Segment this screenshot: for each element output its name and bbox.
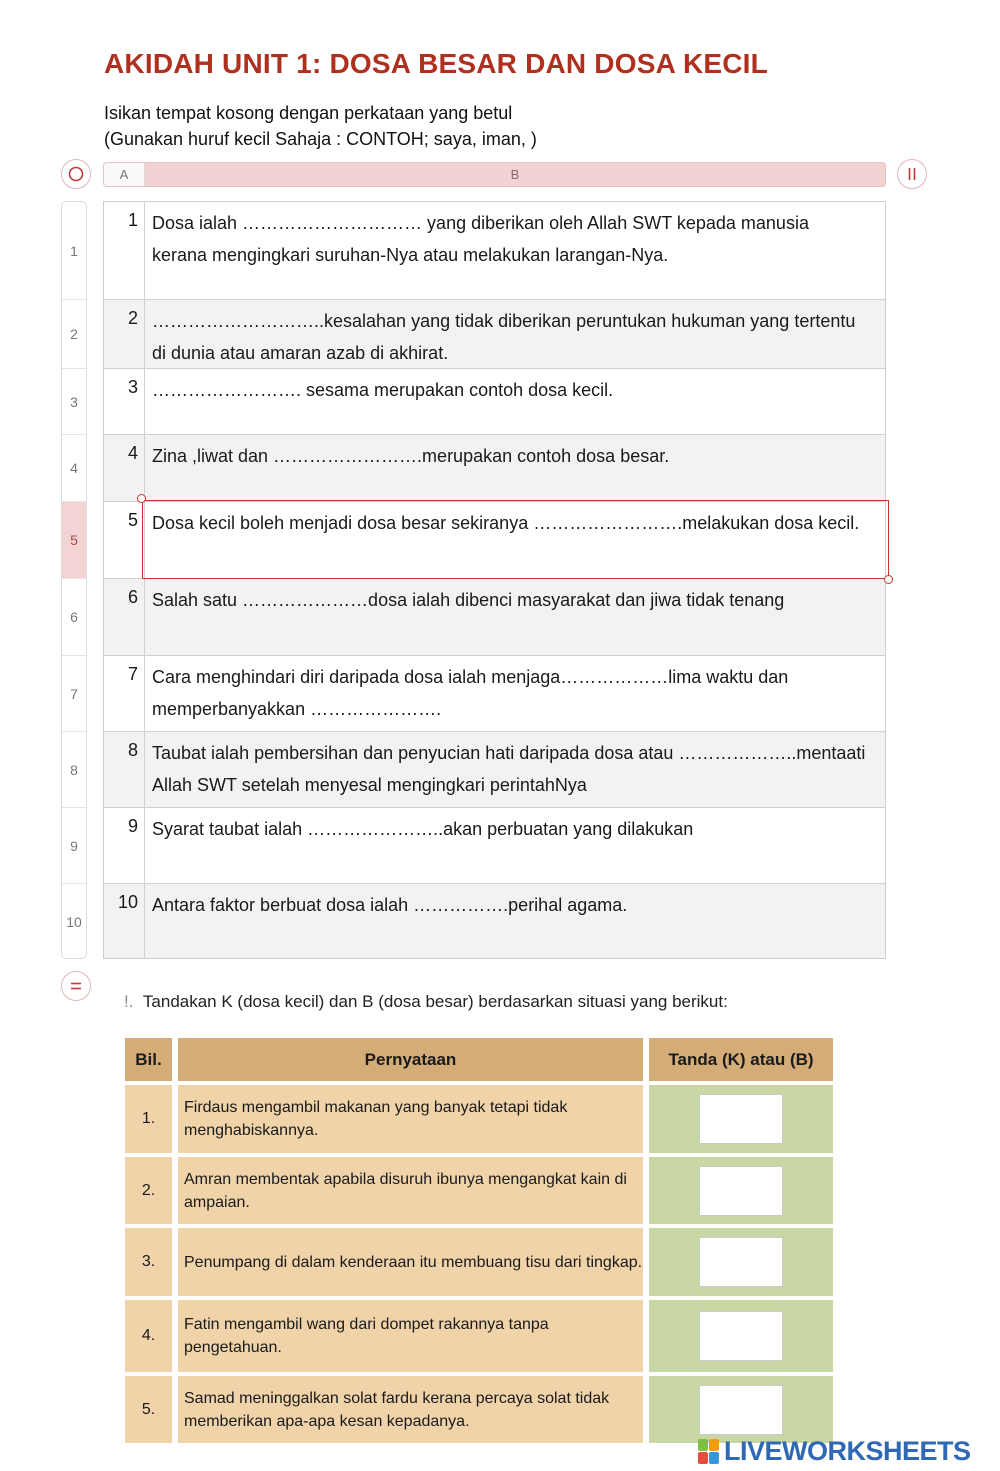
row-number: 2 xyxy=(104,300,145,368)
row-text: Taubat ialah pembersihan dan penyucian hati daripada dosa atau ………………..mentaati Allah SWT setelah menyesal mengingkari perintahNya xyxy=(152,743,866,795)
row-header-9[interactable]: 9 xyxy=(62,808,86,884)
row-header-column xyxy=(61,201,87,959)
row-text: Salah satu …………………dosa ialah dibenci masyarakat dan jiwa tidak tenang xyxy=(152,590,785,610)
table-cell-bil: 1. xyxy=(125,1085,172,1153)
equals-icon[interactable] xyxy=(61,971,91,1001)
grid-row[interactable] xyxy=(104,579,885,656)
liveworksheets-logo xyxy=(698,1436,971,1466)
answer-input[interactable] xyxy=(699,1385,783,1435)
row-text: Antara faktor berbuat dosa ialah …………….perihal agama. xyxy=(152,895,628,915)
table-cell-answer xyxy=(649,1376,833,1443)
column-a-header[interactable]: A xyxy=(104,163,145,186)
row-text: Dosa ialah ………………………… yang diberikan oleh Allah SWT kepada manusia kerana mengingkari suruhan-Nya atau melakukan larangan-Nya. xyxy=(152,213,809,265)
question-grid xyxy=(103,201,886,959)
table-cell-statement: Amran membentak apabila disuruh ibunya mengangkat kain di ampaian. xyxy=(178,1157,643,1224)
row-number: 7 xyxy=(104,656,145,731)
grid-row[interactable] xyxy=(104,656,885,732)
section2-instruction: !. Tandakan K (dosa kecil) dan B (dosa besar) berdasarkan situasi yang berikut: xyxy=(124,992,728,1011)
row-number: 3 xyxy=(104,369,145,434)
table-header-pernyataan: Pernyataan xyxy=(178,1038,643,1081)
table-cell-answer xyxy=(649,1157,833,1224)
table-cell-bil: 2. xyxy=(125,1157,172,1224)
row-number: 8 xyxy=(104,732,145,807)
row-header-5[interactable]: 5 xyxy=(62,502,86,579)
table-cell-bil: 5. xyxy=(125,1376,172,1443)
cell-selection-box[interactable] xyxy=(142,500,889,579)
row-text: Dosa kecil boleh menjadi dosa besar sekiranya …………………….melakukan dosa kecil. xyxy=(152,513,860,533)
row-text: ……………………. sesama merupakan contoh dosa kecil. xyxy=(152,380,614,400)
row-header-1[interactable]: 1 xyxy=(62,202,86,300)
row-number: 5 xyxy=(104,502,145,578)
answer-input[interactable] xyxy=(699,1237,783,1287)
selection-handle-bottom-right[interactable] xyxy=(884,575,893,584)
row-text: Zina ,liwat dan …………………….merupakan contoh dosa besar. xyxy=(152,446,670,466)
table-cell-bil: 4. xyxy=(125,1300,172,1372)
table-cell-statement: Fatin mengambil wang dari dompet rakannya tanpa pengetahuan. xyxy=(178,1300,643,1372)
grid-row[interactable] xyxy=(104,300,885,369)
instruction-line-1: Isikan tempat kosong dengan perkataan yang betul xyxy=(104,103,513,123)
answer-input[interactable] xyxy=(699,1311,783,1361)
row-number: 10 xyxy=(104,884,145,958)
grid-row[interactable] xyxy=(104,732,885,808)
grid-row[interactable] xyxy=(104,202,885,300)
row-header-2[interactable]: 2 xyxy=(62,300,86,369)
row-text: Syarat taubat ialah …………………..akan perbuatan yang dilakukan xyxy=(152,819,694,839)
table-cell-bil: 3. xyxy=(125,1228,172,1296)
table-cell-answer xyxy=(649,1085,833,1153)
row-text: Cara menghindari diri daripada dosa ialah menjaga………………lima waktu dan memperbanyakkan …………………. xyxy=(152,667,789,719)
table-cell-statement: Firdaus mengambil makanan yang banyak tetapi tidak menghabiskannya. xyxy=(178,1085,643,1153)
row-number: 9 xyxy=(104,808,145,883)
table-cell-statement: Penumpang di dalam kenderaan itu membuang tisu dari tingkap. xyxy=(178,1228,643,1296)
pause-icon[interactable] xyxy=(897,159,927,189)
row-header-4[interactable]: 4 xyxy=(62,435,86,502)
answer-input[interactable] xyxy=(699,1094,783,1144)
logo-squares-icon xyxy=(698,1438,720,1464)
row-header-3[interactable]: 3 xyxy=(62,369,86,435)
row-text: ………………………..kesalahan yang tidak diberikan peruntukan hukuman yang tertentu di dunia atau amaran azab di akhirat. xyxy=(152,311,856,363)
selection-handle-top-left[interactable] xyxy=(137,494,146,503)
table-cell-answer xyxy=(649,1300,833,1372)
row-header-6[interactable]: 6 xyxy=(62,579,86,656)
column-header-bar xyxy=(103,162,886,187)
grid-row[interactable] xyxy=(104,369,885,435)
row-header-10[interactable]: 10 xyxy=(66,914,82,930)
table-header-tanda: Tanda (K) atau (B) xyxy=(649,1038,833,1081)
circle-icon[interactable] xyxy=(61,159,91,189)
column-b-header[interactable]: B xyxy=(510,167,520,182)
row-number: 4 xyxy=(104,435,145,501)
grid-row[interactable] xyxy=(104,884,885,958)
row-number: 1 xyxy=(104,202,145,299)
instruction-line-2: (Gunakan huruf kecil Sahaja : CONTOH; saya, iman, ) xyxy=(104,129,537,149)
row-header-8[interactable]: 8 xyxy=(62,732,86,808)
grid-row[interactable] xyxy=(104,435,885,502)
grid-row[interactable] xyxy=(104,808,885,884)
logo-text: LIVEWORKSHEETS xyxy=(724,1435,971,1466)
row-header-7[interactable]: 7 xyxy=(62,656,86,732)
row-number: 6 xyxy=(104,579,145,655)
table-cell-answer xyxy=(649,1228,833,1296)
answer-input[interactable] xyxy=(699,1166,783,1216)
page-title: AKIDAH UNIT 1: DOSA BESAR DAN DOSA KECIL xyxy=(104,48,768,79)
table-header-bil: Bil. xyxy=(125,1038,172,1081)
table-cell-statement: Samad meninggalkan solat fardu kerana percaya solat tidak memberikan apa-apa kesan kepadanya. xyxy=(178,1376,643,1443)
